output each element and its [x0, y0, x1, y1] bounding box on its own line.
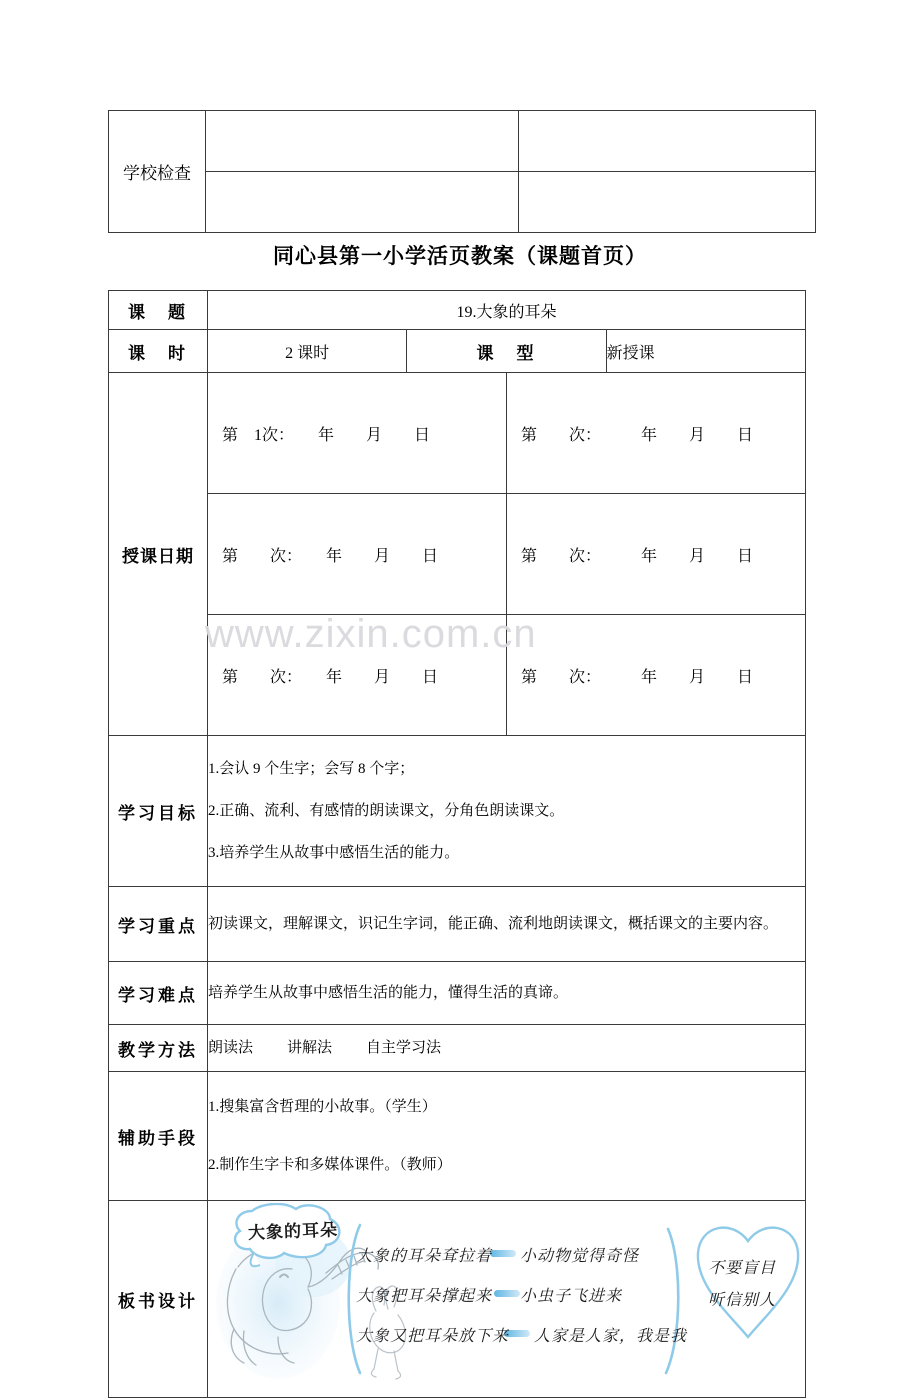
row-label-goals: 学习目标 [109, 736, 208, 887]
dates-subtable [208, 373, 805, 735]
connector-dash-1 [490, 1250, 516, 1257]
date-entry-3-right[interactable]: 第 次： 年 月 日 [507, 615, 806, 736]
board-pair-1-left: 大象的耳朵耷拉着 [356, 1248, 493, 1265]
lesson-plan-table [108, 290, 806, 1398]
heart-shape [698, 1228, 798, 1337]
aids-content[interactable] [208, 1072, 806, 1201]
site-watermark: www.zixin.com.cn [205, 612, 537, 656]
page-title: 同心县第一小学活页教案（课题首页） [273, 245, 647, 268]
key-points-content[interactable]: 初读课文，理解课文，识记生字词，能正确、流利地朗读课文，概括课文的主要内容。 [208, 887, 806, 962]
date-row [208, 615, 805, 736]
method-item: 讲解法 [287, 1040, 333, 1056]
school-check-cell-3[interactable] [206, 172, 519, 233]
dates-grid [208, 373, 806, 736]
row-label-period: 课 时 [109, 330, 208, 373]
school-check-table [108, 110, 816, 233]
table-row-board-design [109, 1201, 806, 1398]
school-check-cell-4[interactable] [519, 172, 816, 233]
board-pair-2-right: 小虫子飞进来 [520, 1288, 623, 1305]
board-design-content[interactable] [208, 1201, 806, 1398]
table-row-goals [109, 736, 806, 887]
period-value[interactable]: 2 课时 [208, 330, 407, 373]
table-row [109, 172, 816, 233]
heart-text-line-1: 不要盲目 [708, 1260, 777, 1277]
date-entry-1-left[interactable]: 第 1次： 年 月 日 [222, 426, 431, 444]
table-row-dates [109, 373, 806, 736]
row-label-board-design: 板书设计 [109, 1201, 208, 1398]
board-design-illustration [208, 1203, 805, 1395]
school-check-cell-2[interactable] [519, 111, 816, 172]
board-pair-2-left: 大象把耳朵撑起来 [356, 1288, 493, 1305]
methods-content[interactable] [208, 1025, 806, 1072]
table-row-topic [109, 291, 806, 330]
row-label-aids: 辅助手段 [109, 1072, 208, 1201]
row-label-dates: 授课日期 [109, 373, 208, 736]
date-entry-1-right[interactable]: 第 次： 年 月 日 [507, 373, 806, 494]
goals-content[interactable] [208, 736, 806, 887]
method-item: 自主学习法 [366, 1040, 442, 1056]
method-item: 朗读法 [208, 1040, 254, 1056]
table-row-key-points [109, 887, 806, 962]
date-row [208, 494, 805, 615]
connector-dash-2 [494, 1290, 520, 1297]
heart-text-line-2: 听信别人 [708, 1292, 777, 1309]
date-row [208, 373, 805, 494]
aid-item: 2.制作生字卡和多媒体课件。（教师） [208, 1157, 452, 1173]
table-row [109, 111, 816, 172]
board-pair-3-right: 人家是人家，我是我 [534, 1328, 688, 1345]
date-entry-2-left[interactable]: 第 次： 年 月 日 [208, 494, 507, 615]
difficulties-content[interactable]: 培养学生从故事中感悟生活的能力，懂得生活的真谛。 [208, 962, 806, 1025]
board-pair-3-left: 大象又把耳朵放下来 [356, 1328, 510, 1345]
row-label-topic: 课 题 [109, 291, 208, 330]
table-row-period [109, 330, 806, 373]
right-brace [666, 1229, 678, 1373]
topic-value[interactable]: 19.大象的耳朵 [208, 291, 806, 330]
table-row-methods [109, 1025, 806, 1072]
date-entry-3-left[interactable]: 第 次： 年 月 日 [208, 615, 507, 736]
board-pair-1-right: 小动物觉得奇怪 [520, 1248, 640, 1265]
school-check-label: 学校检查 [109, 111, 206, 233]
row-label-lesson-type: 课 型 [407, 330, 606, 373]
date-entry-2-right[interactable]: 第 次： 年 月 日 [507, 494, 806, 615]
lesson-type-value[interactable]: 新授课 [606, 330, 805, 373]
row-label-key-points: 学习重点 [109, 887, 208, 962]
row-label-difficulties: 学习难点 [109, 962, 208, 1025]
table-row-aids [109, 1072, 806, 1201]
board-bubble-text: 大象的耳朵 [247, 1220, 339, 1243]
table-row-difficulties [109, 962, 806, 1025]
school-check-cell-1[interactable] [206, 111, 519, 172]
row-label-methods: 教学方法 [109, 1025, 208, 1072]
goal-item: 3.培养学生从故事中感悟生活的能力。 [208, 845, 460, 861]
goal-item: 1.会认 9 个生字；会写 8 个字； [208, 761, 415, 777]
aid-item: 1.搜集富含哲理的小故事。（学生） [208, 1099, 437, 1115]
goal-item: 2.正确、流利、有感情的朗读课文，分角色朗读课文。 [208, 803, 565, 819]
